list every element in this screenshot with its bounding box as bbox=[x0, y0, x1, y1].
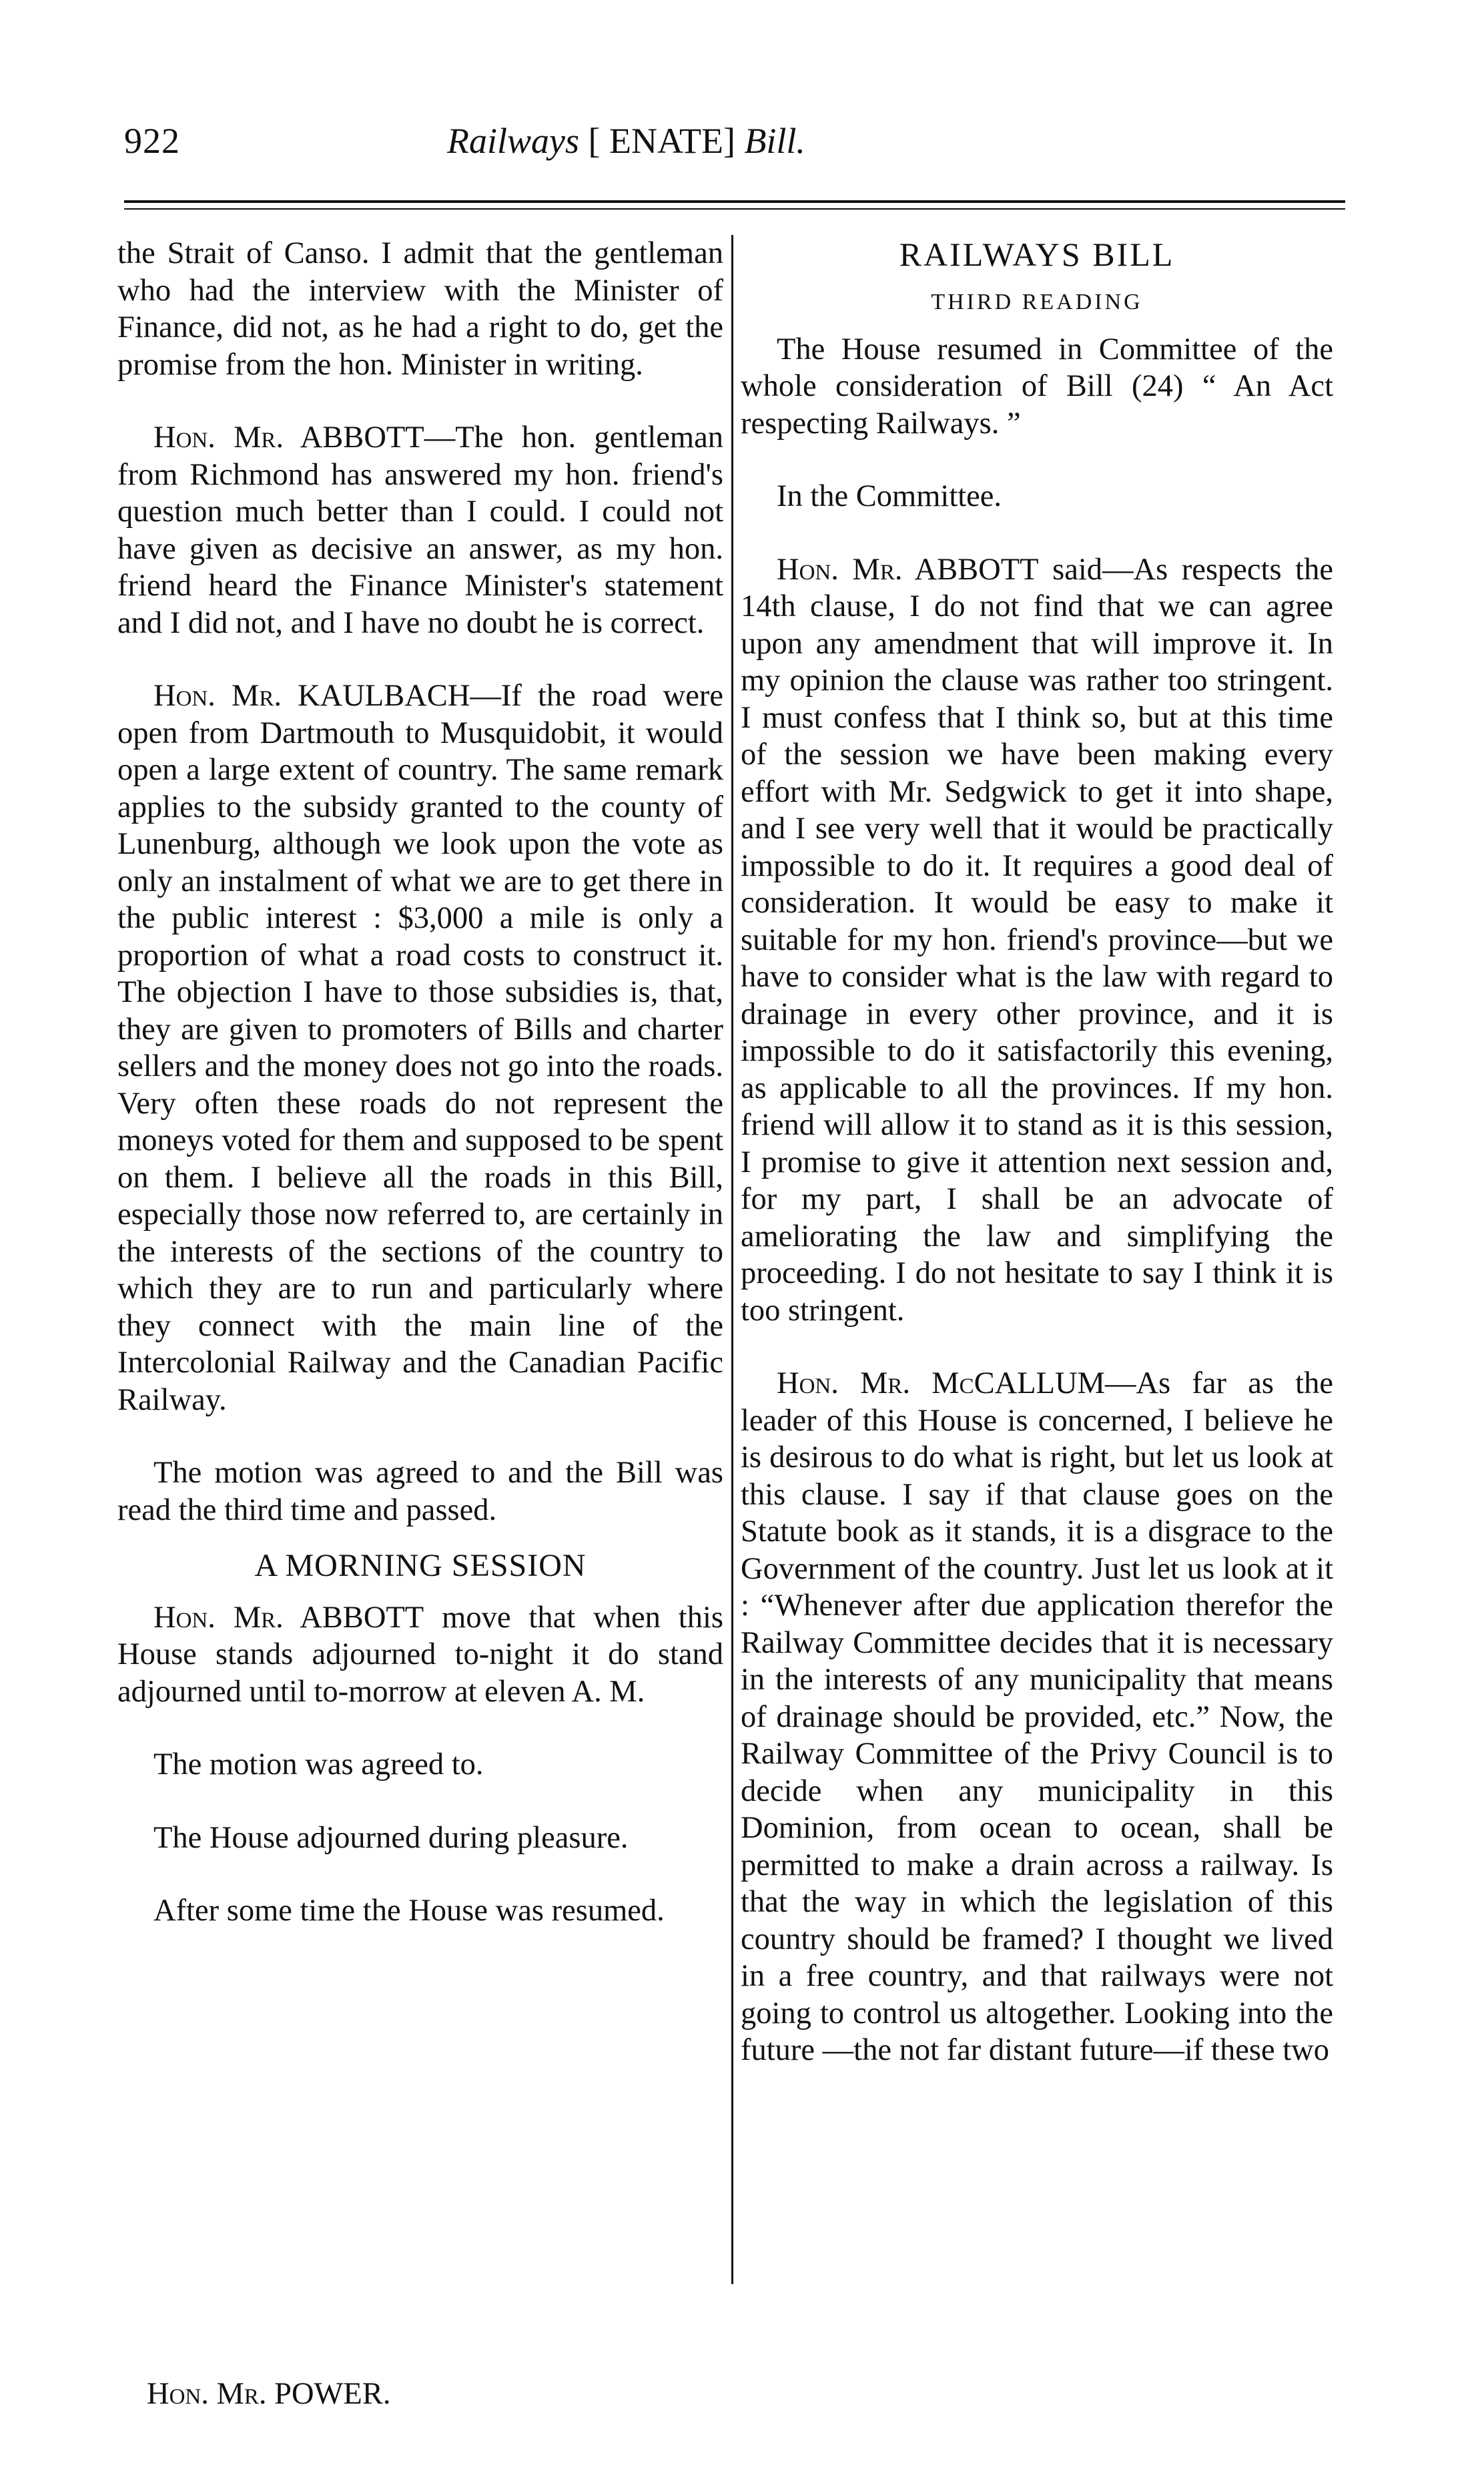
right-paragraph-2: In the Committee. bbox=[777, 479, 1002, 513]
header-rule-bottom bbox=[124, 208, 1345, 210]
left-paragraph-8: After some time the House was resumed. bbox=[153, 1894, 665, 1928]
spacer bbox=[741, 1329, 1333, 1365]
left-paragraph-7: The House adjourned during pleasure. bbox=[153, 1820, 629, 1855]
header-rule-top bbox=[124, 200, 1345, 203]
spacer bbox=[117, 1418, 723, 1454]
section-heading-morning-session: A MORNING SESSION bbox=[254, 1548, 587, 1583]
spacer bbox=[117, 1529, 723, 1547]
speech-text: said—As respects the 14th clause, I do not find that we can agree upon any amendment that will improve it. In my opinion the clause was rather too stringent. I must confess that I think so, but at this time of the session we have been making every effort with Mr. Sedgwick to get it into shape, and I see very well that it would be practically impossible to do it. It requires a good deal of consideration. It would be easy to make it suitable for my hon. friend's province—but we have to consider what is the law with regard to drainage in every other province, and it is impossible to do it satisfactorily this evening, as applicable to all the provinces. If my hon. friend will allow it to stand as it is this session, I promise to give it attention next session and, for my part, I shall be an advocate of ameliorating the law and simplifying the proceeding. I do not hesitate to say I think it is too stringent. bbox=[741, 552, 1333, 1328]
spacer bbox=[117, 1784, 723, 1820]
left-paragraph-4: The motion was agreed to and the Bill was read the third time and passed. bbox=[117, 1456, 723, 1527]
left-paragraph-3 bbox=[117, 677, 723, 1418]
right-paragraph-1: The House resumed in Committee of the whole consideration of Bill (24) “ An Act respecting Railways. ” bbox=[741, 332, 1333, 441]
right-column bbox=[741, 235, 1333, 2069]
running-title-middle: [ ENATE] bbox=[588, 121, 735, 161]
right-paragraph-4 bbox=[741, 1365, 1333, 2069]
spacer bbox=[117, 383, 723, 419]
left-column bbox=[117, 235, 723, 1930]
running-title-left: Railways bbox=[447, 121, 579, 161]
spacer bbox=[117, 1585, 723, 1599]
speech-text: move that when this House stands adjourned to-night it do stand adjourned until to-morrow at eleven A. M. bbox=[117, 1600, 723, 1709]
running-title-right: Bill. bbox=[744, 121, 805, 161]
running-head bbox=[447, 120, 805, 162]
left-paragraph-6: The motion was agreed to. bbox=[153, 1747, 484, 1781]
speaker-name: Hon. Mr. McCALLUM bbox=[777, 1366, 1105, 1400]
page-number: 922 bbox=[124, 121, 180, 161]
footer-speaker: Hon. Mr. POWER. bbox=[147, 2377, 391, 2411]
spacer bbox=[741, 442, 1333, 478]
left-paragraph-1: the Strait of Canso. I admit that the gentleman who had the interview with the Minister of Finance, did not, as he had a right to do, get the promise from the hon. Minister in writing. bbox=[117, 236, 723, 382]
column-divider bbox=[731, 235, 733, 2284]
left-paragraph-5 bbox=[117, 1599, 723, 1711]
speaker-name: Hon. Mr. ABBOTT bbox=[153, 1600, 424, 1635]
spacer bbox=[117, 641, 723, 677]
spacer bbox=[117, 1710, 723, 1746]
spacer bbox=[741, 515, 1333, 551]
section-heading-railways-bill: RAILWAYS BILL bbox=[899, 236, 1175, 273]
speaker-name: Hon. Mr. ABBOTT bbox=[153, 421, 424, 455]
speech-text: —If the road were open from Dartmouth to Musquidobit, it would open a large extent of country. The same remark applies to the subsidy granted to the county of Lunenburg, although we look upon the vote as only an instalment of what we are to get there in the public interest : $3,000 a mile is only a proportion of what a road costs to construct it. The objection I have to those subsidies is, that, they are given to promoters of Bills and charter sellers and the money does not go into the roads. Very often these roads do not represent the moneys voted for them and supposed to be spent on them. I believe all the roads in this Bill, especially those now referred to, are certainly in the interests of the sections of the country to which they are to run and particularly where they connect with the main line of the Intercolonial Railway and the Canadian Pacific Railway. bbox=[117, 679, 723, 1417]
speaker-name: Hon. Mr. KAULBACH bbox=[153, 679, 470, 713]
speech-text: —As far as the leader of this House is concerned, I believe he is desirous to do what is right, but let us look at this clause. I say if that clause goes on the Statute book as it stands, it is a disgrace to the Government of the country. Just let us look at it : “Whenever after due application therefor the Railway Committee decides that it is necessary in the interests of any municipality that means of drainage should be provided, etc.” Now, the Railway Committee of the Privy Council is to decide when any municipality in this Dominion, from ocean to ocean, shall be permitted to make a drain across a railway. Is that the way in which the legislation of this country should be framed? I thought we lived in a free country, and that railways were not going to control us altogether. Looking into the future —the not far distant future—if these two bbox=[741, 1366, 1333, 2067]
subheading-third-reading: THIRD READING bbox=[931, 289, 1143, 314]
speech-text: —The hon. gentleman from Richmond has answered my hon. friend's question much better than I could. I could not have given as decisive an answer, as my hon. friend heard the Finance Minister's statement and I did not, and I have no doubt he is correct. bbox=[117, 421, 723, 640]
left-paragraph-2 bbox=[117, 419, 723, 641]
spacer bbox=[117, 1856, 723, 1892]
right-paragraph-3 bbox=[741, 551, 1333, 1330]
speaker-name: Hon. Mr. ABBOTT bbox=[777, 552, 1039, 587]
